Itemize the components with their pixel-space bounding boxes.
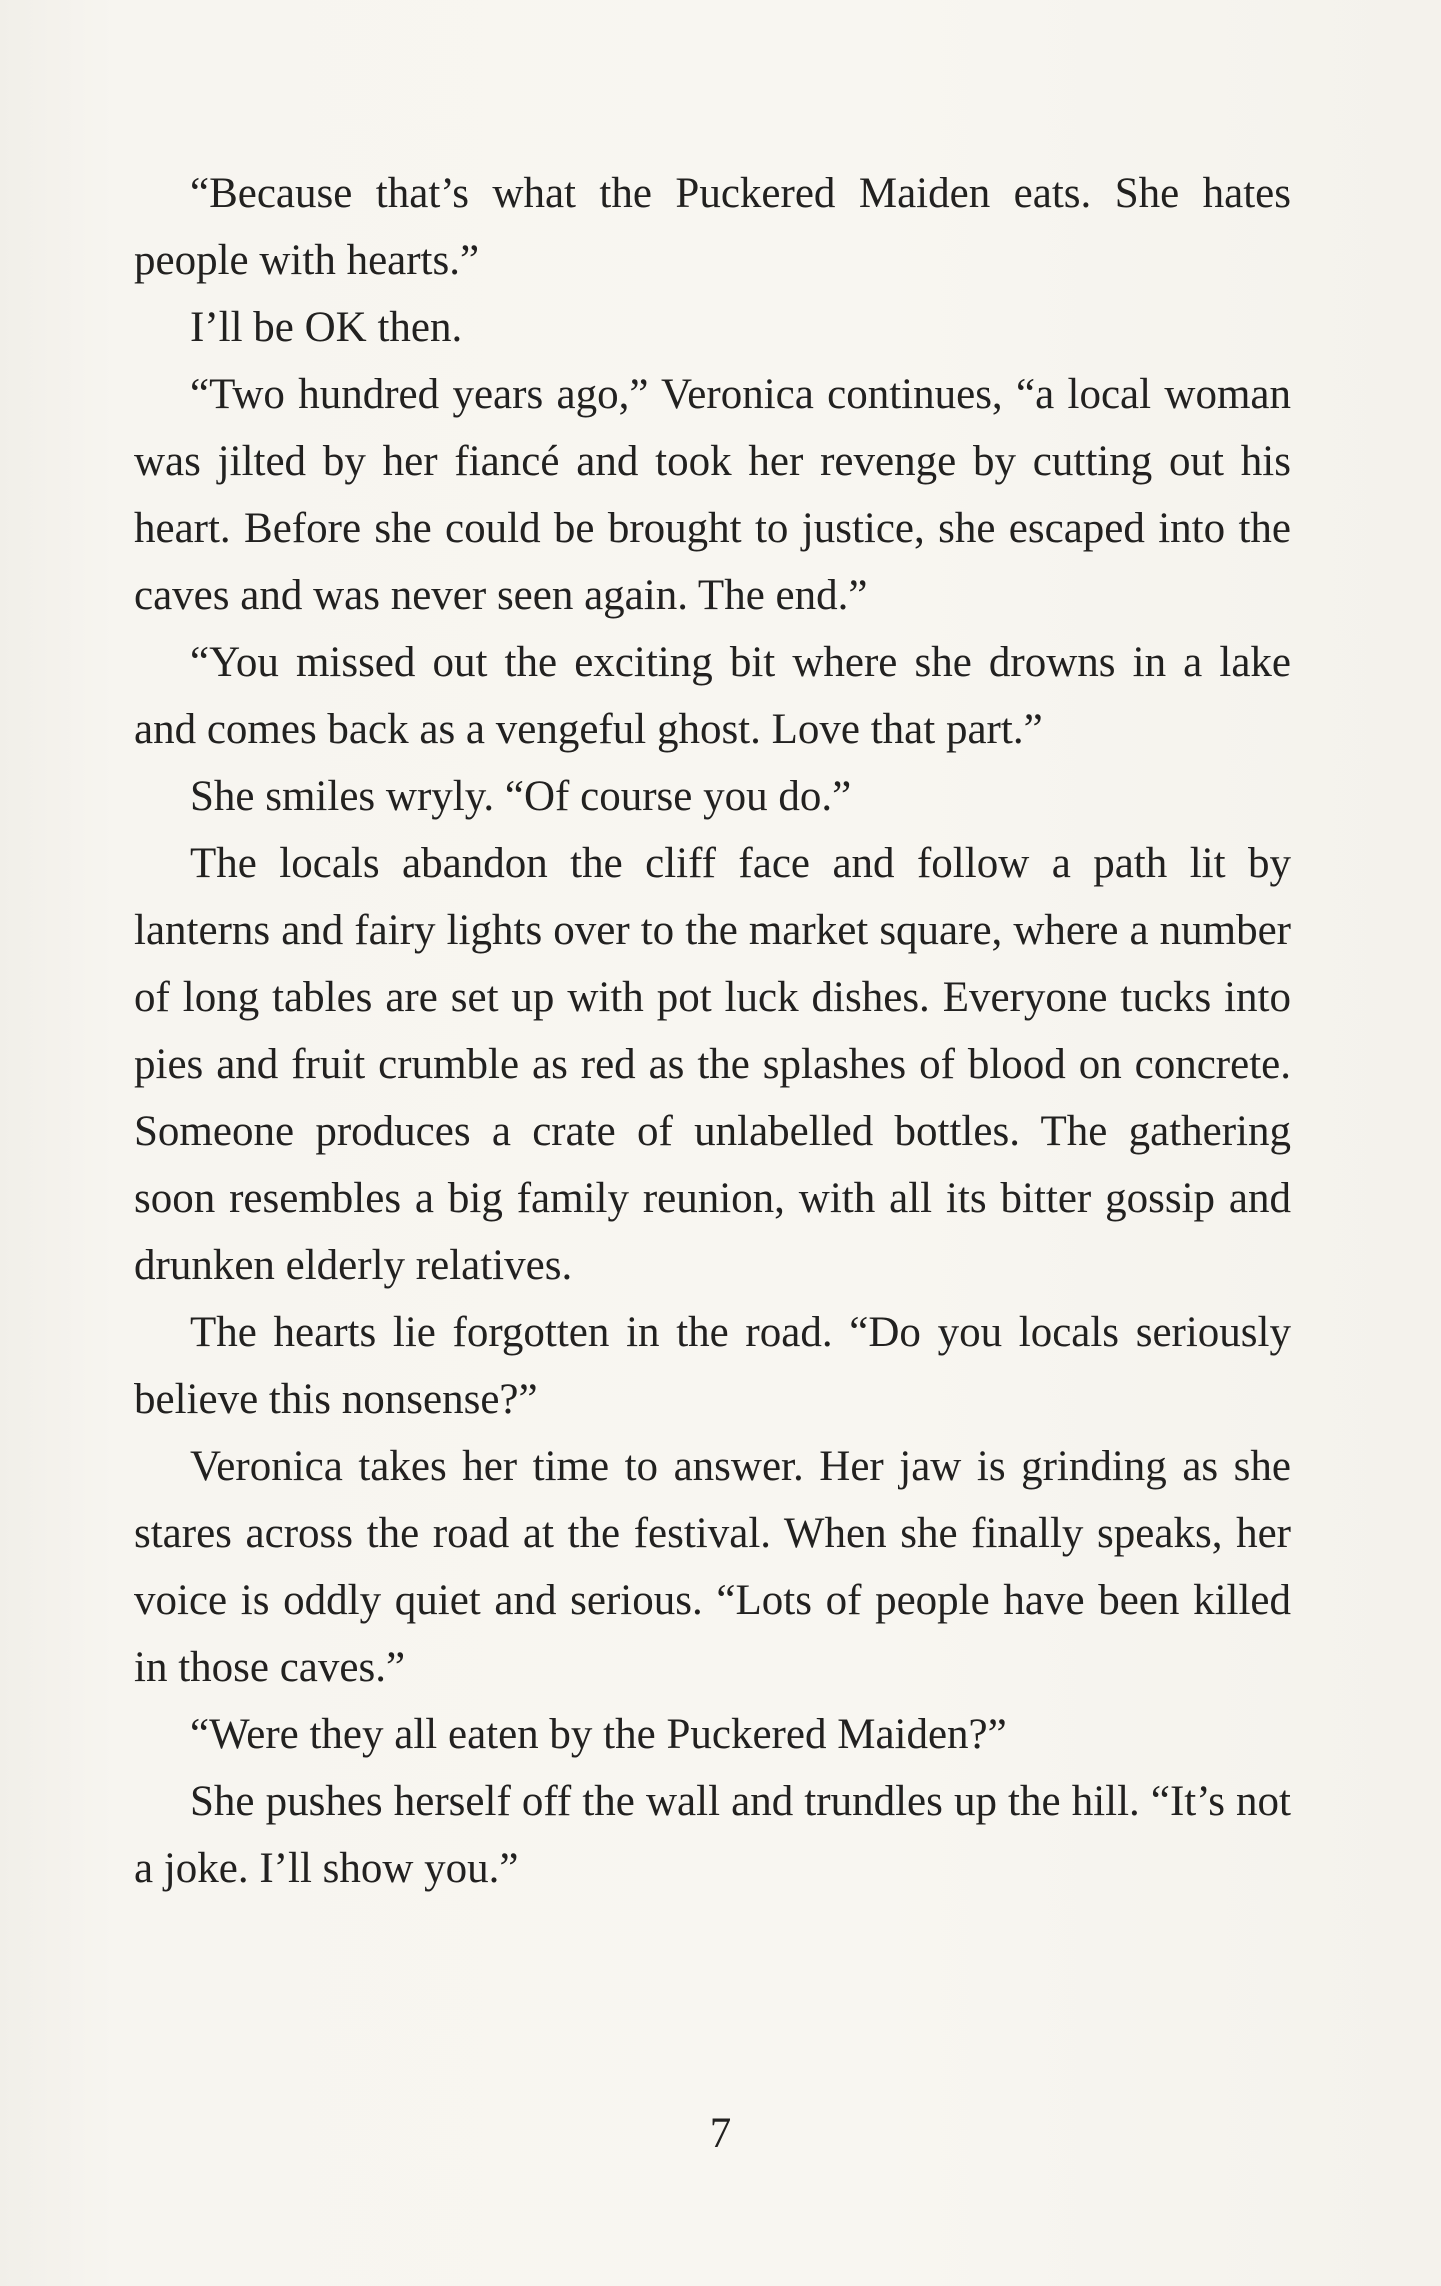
page-number: 7 bbox=[709, 2110, 732, 2157]
paragraph: “You missed out the exciting bit where she drowns in a lake and comes back as a vengeful ghost. Love that part.” bbox=[134, 639, 1291, 753]
paragraph: “Because that’s what the Puckered Maiden eats. She hates people with hearts.” bbox=[134, 170, 1291, 284]
paragraph: “Were they all eaten by the Puckered Maiden?” bbox=[190, 1711, 1007, 1758]
paragraph: She smiles wryly. “Of course you do.” bbox=[190, 773, 852, 820]
paragraph: The locals abandon the cliff face and follow a path lit by lanterns and fairy lights over to the market square, where a number of long tables are set up with pot luck dishes. Everyone tucks into pies and fruit crumble as red as the splashes of blood on concrete. Someone produces a crate of unlabelled bottles. The gathering soon resembles a big family reunion, with all its bitter gossip and drunken elderly relatives. bbox=[134, 840, 1291, 1289]
paragraph: I’ll be OK then. bbox=[190, 304, 463, 351]
paragraph: Veronica takes her time to answer. Her jaw is grinding as she stares across the road at the festival. When she finally speaks, her voice is oddly quiet and serious. “Lots of people have been killed in those caves.” bbox=[134, 1443, 1291, 1691]
paragraph: “Two hundred years ago,” Veronica continues, “a local woman was jilted by her fiancé and took her revenge by cutting out his heart. Before she could be brought to justice, she escaped into the caves and was never seen again. The end.” bbox=[134, 371, 1291, 619]
paragraph: The hearts lie forgotten in the road. “Do you locals seriously believe this nonsense?” bbox=[134, 1309, 1291, 1423]
paragraph: She pushes herself off the wall and trundles up the hill. “It’s not a joke. I’ll show you.” bbox=[134, 1778, 1291, 1892]
body-text bbox=[134, 160, 1291, 1902]
